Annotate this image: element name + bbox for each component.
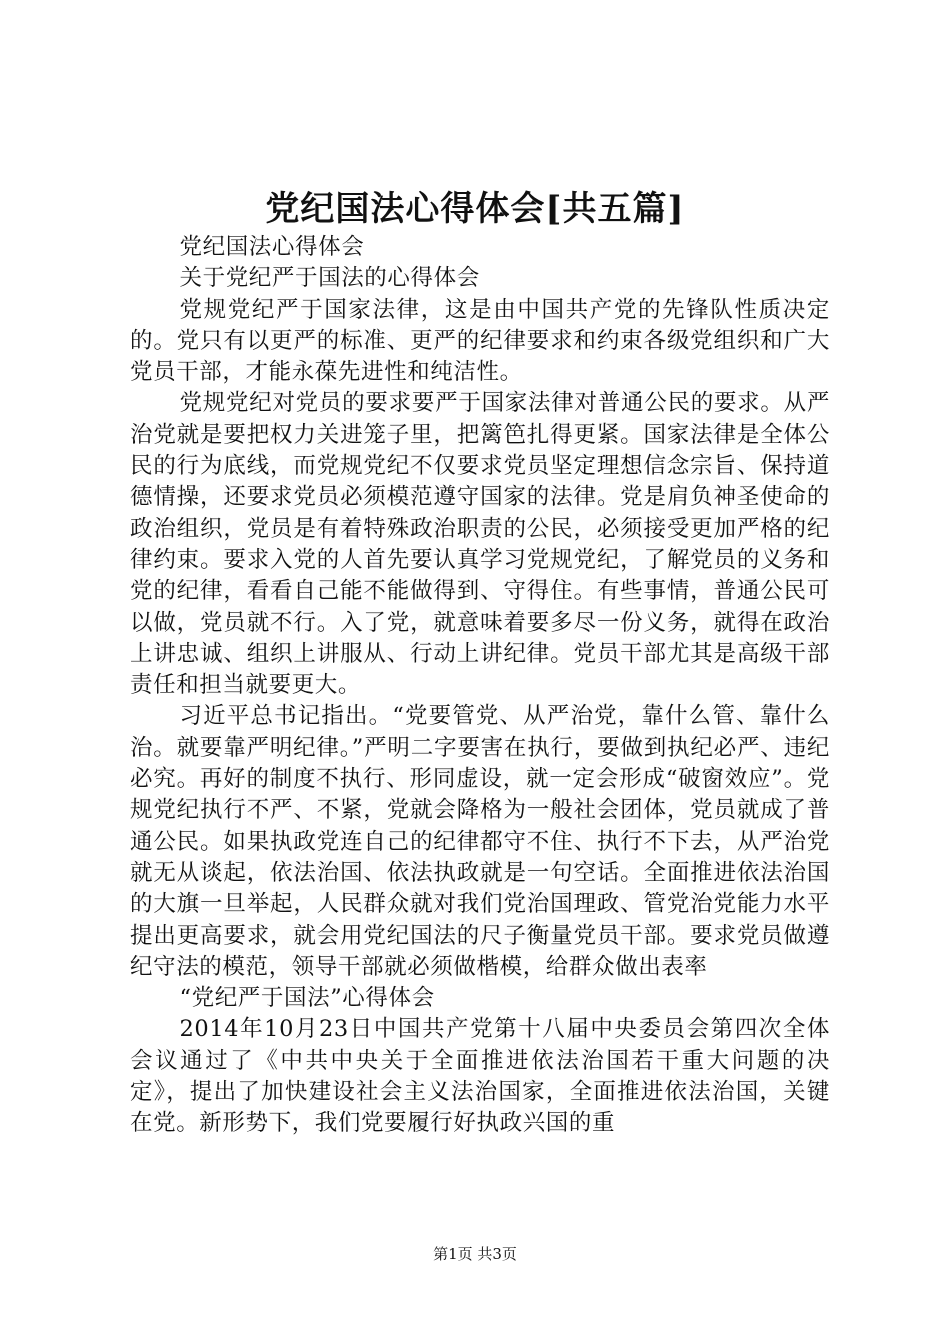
paragraph-body-2: 党规党纪对党员的要求要严于国家法律对普通公民的要求。从严治党就是要把权力关进笼子里，把篱笆扎得更紧。国家法律是全体公民的行为底线，而党规党纪不仅要求党员坚定理想信念宗旨、保持道德情操，还要求党员必须模范遵守国家的法律。党是肩负神圣使命的政治组织，党员是有着特殊政治职责的公民，必须接受更加严格的纪律约束。要求入党的人首先要认真学习党规党纪，了解党员的义务和党的纪律，看看自己能不能做得到、守得住。有些事情，普通公民可以做，党员就不行。入了党，就意味着要多尽一份义务，就得在政治上讲忠诚、组织上讲服从、行动上讲纪律。党员干部尤其是高级干部责任和担当就要更大。 bbox=[130, 390, 830, 699]
paragraph-subtitle-3: “党纪严于国法”心得体会 bbox=[179, 985, 435, 1012]
document-body bbox=[130, 232, 830, 1140]
paragraph-body-3: 习近平总书记指出。“党要管党、从严治党，靠什么管、靠什么治。就要靠严明纪律。”严明二字要害在执行，要做到执纪必严、违纪必究。再好的制度不执行、形同虚设，就一定会形成“破窗效应”。党规党纪执行不严、不紧，党就会降格为一般社会团体，党员就成了普通公民。如果执政党连自己的纪律都守不住、执行不下去，从严治党就无从谈起，依法治国、依法执政就是一句空话。全面推进依法治国的大旗一旦举起，人民群众就对我们党治国理政、管党治党能力水平提出更高要求，就会用党纪国法的尺子衡量党员干部。要求党员做遵纪守法的模范，领导干部就必须做楷模，给群众做出表率 bbox=[130, 703, 830, 980]
paragraph-subtitle-1: 党纪国法心得体会 bbox=[179, 234, 365, 260]
document-title: 党纪国法心得体会[共五篇] bbox=[265, 189, 685, 229]
paragraph-subtitle-2: 关于党纪严于国法的心得体会 bbox=[179, 265, 480, 292]
page-footer: 第1页 共3页 bbox=[433, 1245, 517, 1263]
paragraph-body-1: 党规党纪严于国家法律，这是由中国共产党的先锋队性质决定的。党只有以更严的标准、更严的纪律要求和约束各级党组织和广大党员干部，才能永葆先进性和纯洁性。 bbox=[130, 296, 830, 386]
paragraph-body-4: 2014年10月23日中国共产党第十八届中央委员会第四次全体会议通过了《中共中央关于全面推进依法治国若干重大问题的决定》，提出了加快建设社会主义法治国家，全面推进依法治国，关键在党。新形势下，我们党要履行好执政兴国的重 bbox=[130, 1016, 830, 1137]
